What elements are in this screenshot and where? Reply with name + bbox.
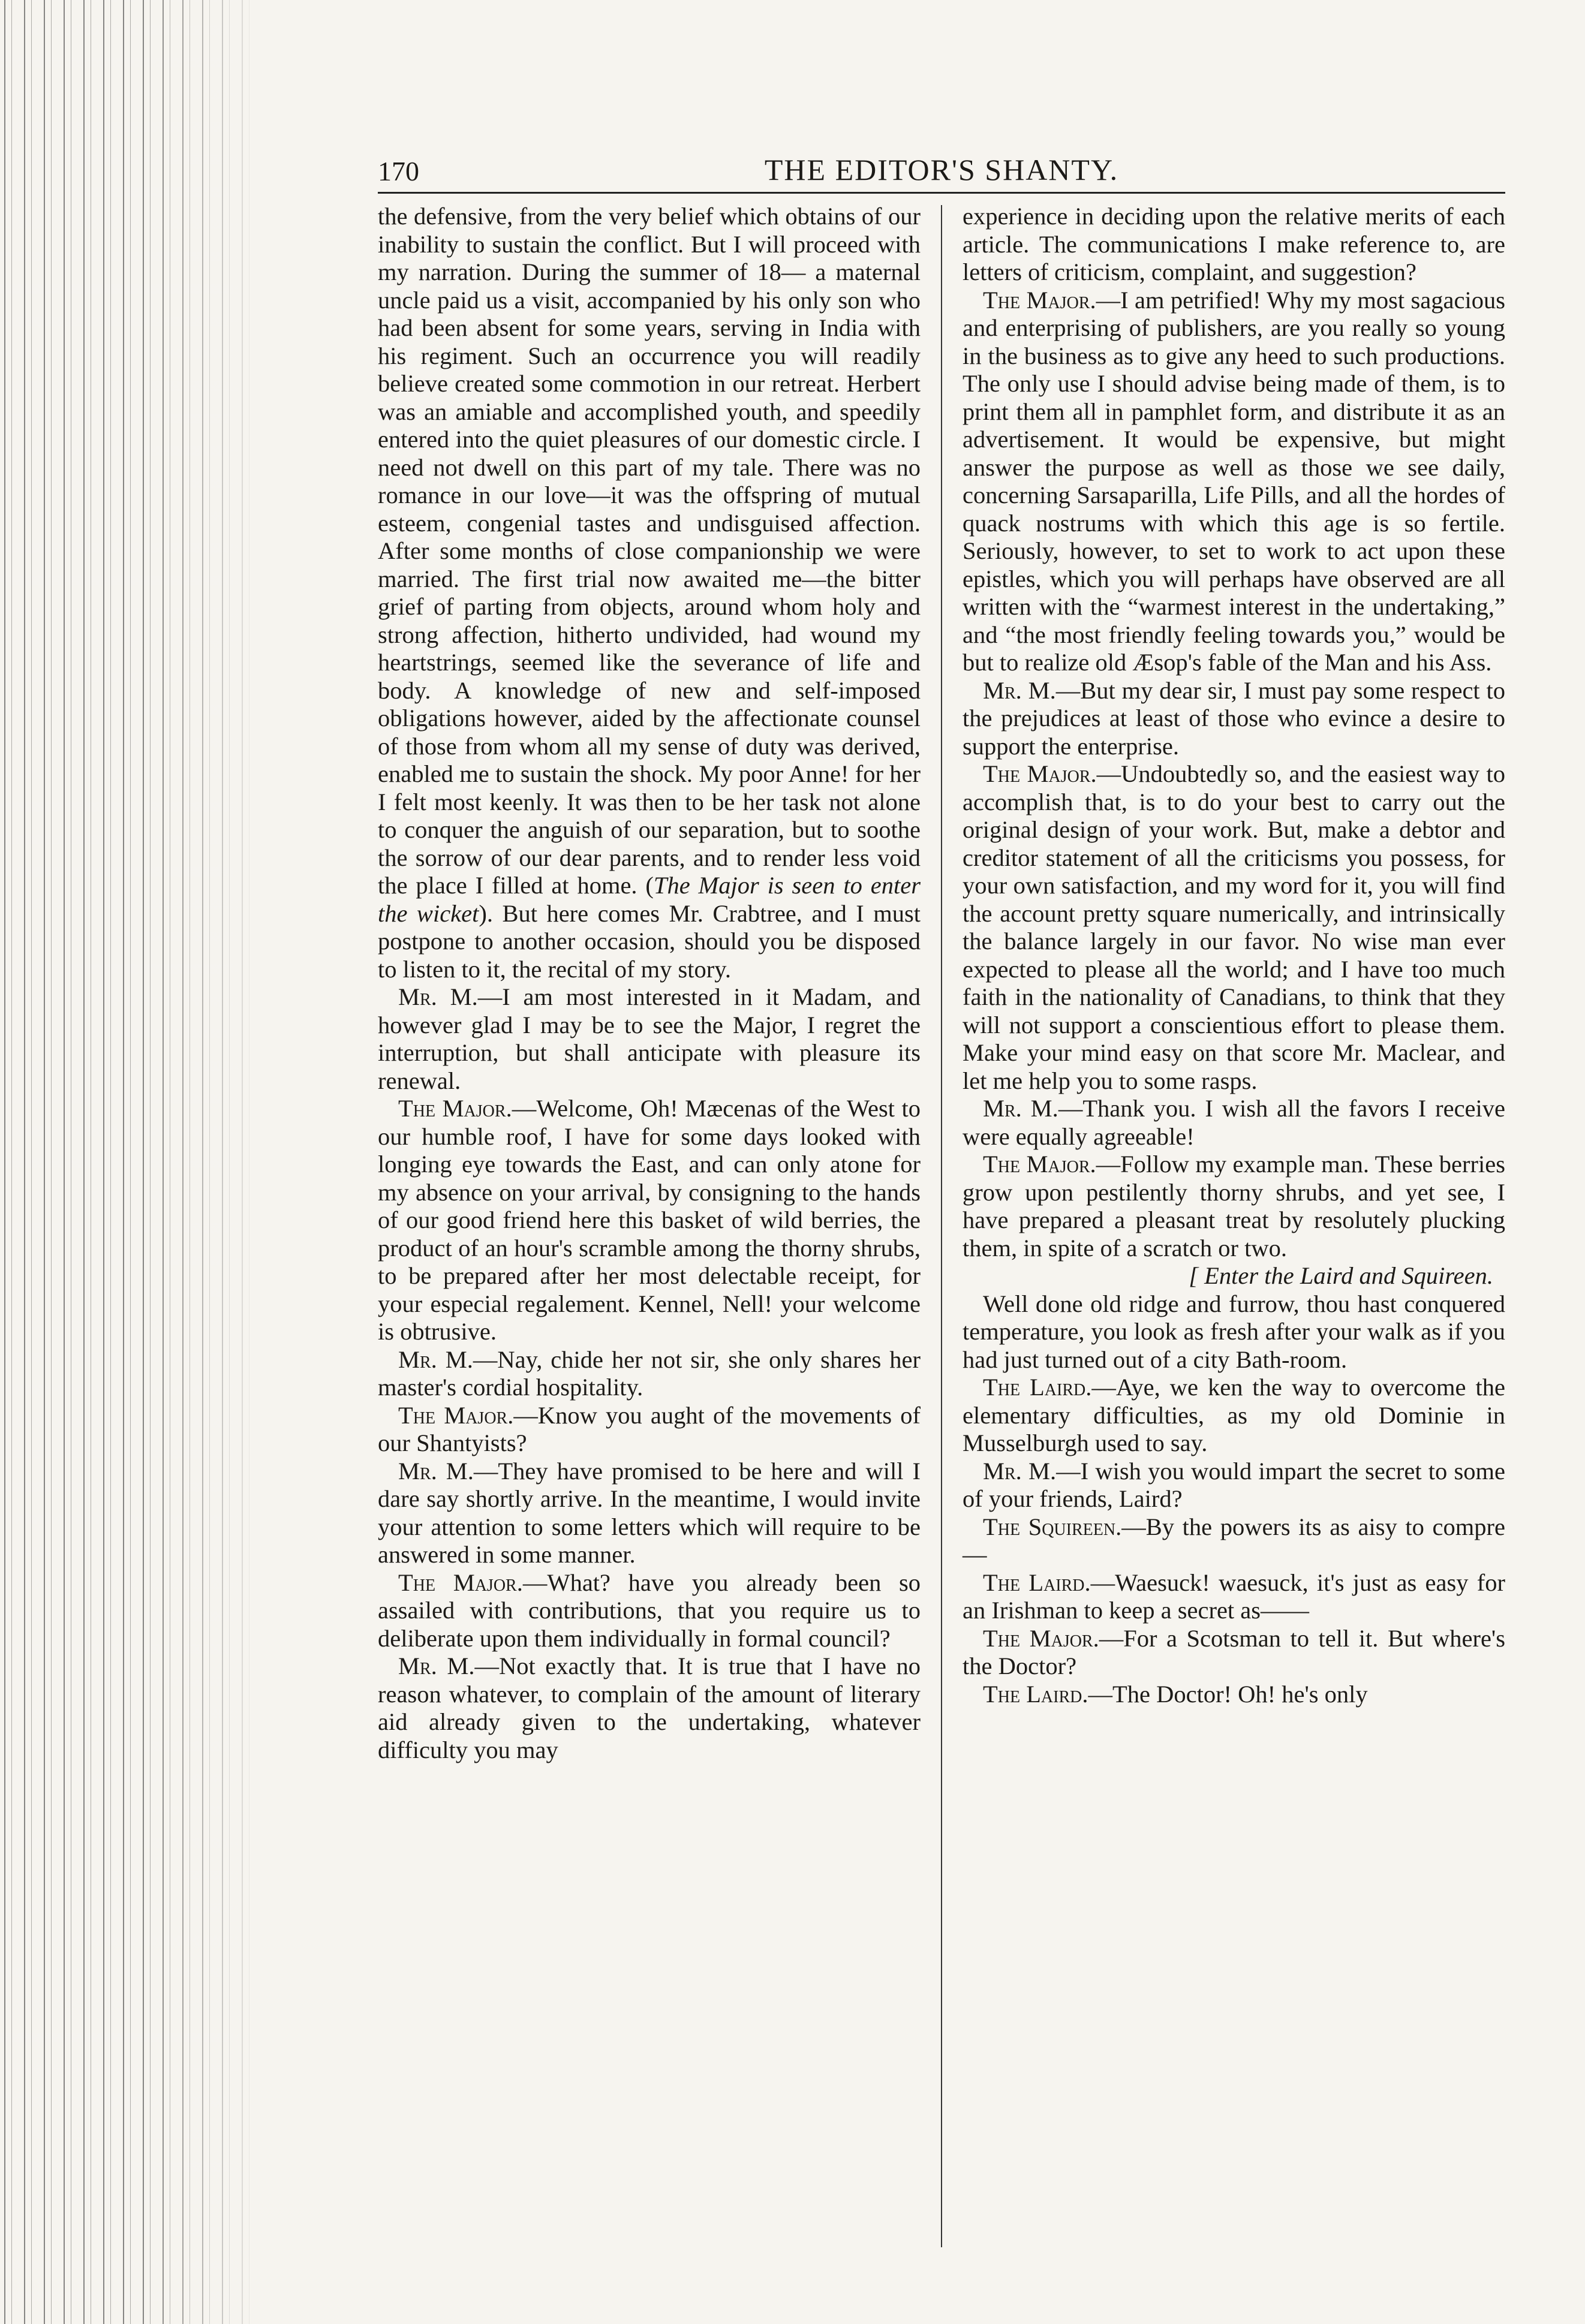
gutter-fade [150, 0, 270, 2324]
speaker-name: The Major. [983, 760, 1097, 787]
paragraph-text: experience in deciding upon the relative merits of each article. The communications I make reference to, are letters of criticism, complaint, and suggestion? [963, 203, 1505, 285]
speaker-name: The Major. [983, 1624, 1099, 1652]
paragraph-text: Nay, chide her not sir, she only shares her master's cordial hospitality. [378, 1345, 921, 1401]
speaker-name: The Laird. [983, 1680, 1088, 1708]
speaker-name: Mr. M. [398, 1457, 474, 1485]
paragraph-text: I am most interested in it Madam, and however glad I may be to see the Major, I regret the interruption, but shall anticipate with pleasure its renewal. [378, 983, 921, 1094]
document-page [378, 150, 1505, 2260]
paragraph-text: I wish you would impart the secret to some of your friends, Laird? [963, 1457, 1505, 1512]
paragraph-text: Know you aught of the movements of our Shantyists? [378, 1401, 921, 1456]
dialogue-paragraph: Mr. M.—Nay, chide her not sir, she only shares her master's cordial hospitality. [378, 1345, 921, 1401]
running-head [378, 150, 1505, 194]
dialogue-paragraph: Mr. M.—I am most interested in it Madam, and however glad I may be to see the Major, I regret the interruption, but shall anticipate with pleasure its renewal. [378, 983, 921, 1094]
paragraph-text: Welcome, Oh! Mæcenas of the West to our humble roof, I have for some days looked with longing eye towards the East, and can only atone for my absence on your arrival, by consigning to the hands of our good friend here this basket of wild berries, the product of an hour's scramble among the thorny shrubs, to be prepared after her most delectable receipt, for your especial regalement. Kennel, Nell! your welcome is obtrusive. [378, 1095, 921, 1345]
running-title: THE EDITOR'S SHANTY. [764, 153, 1119, 186]
dialogue-paragraph: The Major.—Know you aught of the movements of our Shantyists? [378, 1401, 921, 1456]
dialogue-paragraph: The Major.—Undoubtedly so, and the easiest way to accomplish that, is to do your best to carry out the original design of your work. But, make a debtor and creditor statement of all the criticisms you possess, for your own satisfaction, and my word for it, you will find the account pretty square numerically, and intrinsically the balance largely in our favor. No wise man ever expected to please all the world; and I have too much faith in the nationality of Canadians, to think that they will not support a conscientious effort to please them. Make your mind easy on that score Mr. Maclear, and let me help you to some rasps. [963, 760, 1506, 1094]
right-column [963, 203, 1505, 2253]
paragraph-text: Well done old ridge and furrow, thou hast conquered temperature, you look as fresh after your walk as if you had just turned out of a city Bath-room. [963, 1290, 1505, 1373]
paragraph-text: Not exactly that. It is true that I have no reason whatever, to complain of the amount of literary aid already given to the undertaking, whatever difficulty you may [378, 1652, 921, 1763]
dialogue-paragraph: The Major.—Welcome, Oh! Mæcenas of the West to our humble roof, I have for some days looked with longing eye towards the East, and can only atone for my absence on your arrival, by consigning to the hands of our good friend here this basket of wild berries, the product of an hour's scramble among the thorny shrubs, to be prepared after her most delectable receipt, for your especial regalement. Kennel, Nell! your welcome is obtrusive. [378, 1095, 921, 1345]
column-rule [941, 205, 942, 2247]
paragraph-text: The Doctor! Oh! he's only [1112, 1680, 1368, 1708]
paragraph-text: Follow my example man. These berries grow upon pestilently thorny shrubs, and yet see, I have prepared a pleasant treat by resolutely plucking them, in spite of a scratch or two. [963, 1151, 1505, 1262]
dialogue-paragraph: The Laird.—Aye, we ken the way to overcome the elementary difficulties, as my old Dominie in Musselburgh used to say. [963, 1374, 1505, 1456]
dialogue-paragraph: Mr. M.—But my dear sir, I must pay some respect to the prejudices at least of those who evince a desire to support the enterprise. [963, 676, 1506, 760]
dialogue-paragraph: The Major.—For a Scotsman to tell it. But where's the Doctor? [963, 1624, 1505, 1679]
text-paragraph: the defensive, from the very belief which obtains of our inability to sustain the conflict. But I will proceed with my narration. During the summer of 18— a maternal uncle paid us a visit, accompanied by his only son who had been absent for some years, serving in India with his regiment. Such an occurrence you will readily believe created some commotion in our retreat. Herbert was an amiable and accomplished youth, and speedily entered into the quiet pleasures of our domestic circle. I need not dwell on this part of my tale. There was no romance in our love—it was the offspring of mutual esteem, congenial tastes and undisguised affection. After some months of close companionship we were married. The first trial now awaited me—the bitter grief of parting from objects, around whom holy and strong affection, hitherto undivided, had wound my heartstrings, seemed like the severance of life and body. A knowledge of new and self-imposed obligations however, aided by the affectionate counsel of those from whom all my sense of duty was derived, enabled me to sustain the shock. My poor Anne! for her I felt most keenly. It was then to be her task not alone to conquer the anguish of our separation, but to soothe the sorrow of our dear parents, and to render less void the place I filled at home. (The Major is seen to enter the wicket). But here comes Mr. Crabtree, and I must postpone to another occasion, should you be disposed to listen to it, the recital of my story. [378, 203, 921, 983]
stage-direction: The Major is seen to enter the wicket [378, 872, 921, 927]
paragraph-text: Undoubtedly so, and the easiest way to accomplish that, is to do your best to carry out the original design of your work. But, make a debtor and creditor statement of all the criticisms you possess, for your own satisfaction, and my word for it, you will find the account pretty square numerically, and intrinsically the balance largely in our favor. No wise man ever expected to please all the world; and I have too much faith in the nationality of Canadians, to think that they will not support a conscientious effort to please them. Make your mind easy on that score Mr. Maclear, and let me help you to some rasps. [963, 760, 1506, 1094]
dialogue-paragraph: Mr. M.—Not exactly that. It is true that I have no reason whatever, to complain of the amount of literary aid already given to the undertaking, whatever difficulty you may [378, 1652, 921, 1763]
dialogue-paragraph: The Squireen.—By the powers its as aisy to compre— [963, 1513, 1505, 1568]
text-paragraph [963, 1290, 1505, 1374]
stage-direction: [ Enter the Laird and Squireen. [1189, 1262, 1493, 1289]
dialogue-paragraph: Mr. M.—I wish you would impart the secret to some of your friends, Laird? [963, 1457, 1505, 1512]
speaker-name: The Major. [983, 286, 1096, 314]
paragraph-text: But here comes Mr. Crabtree, and I must postpone to another occasion, should you be disposed to listen to it, the recital of my story. [378, 899, 921, 983]
speaker-name: The Squireen. [983, 1513, 1122, 1540]
dialogue-paragraph: The Major.—I am petrified! Why my most sagacious and enterprising of publishers, are you really so young in the business as to give any heed to such productions. The only use I should advise being made of them, is to print them all in pamphlet form, and distribute it as an advertisement. It would be expensive, but might answer the purpose as well as those we see daily, concerning Sarsaparilla, Life Pills, and all the hordes of quack nostrums with which this age is so fertile. Seriously, however, to set to work to act upon these epistles, which you will perhaps have observed are all written with the “warmest interest in the undertaking,” and “the most friendly feeling towards you,” would be but to realize old Æsop's fable of the Man and his Ass. [963, 286, 1505, 676]
speaker-name: The Major. [398, 1401, 514, 1429]
speaker-name: The Major. [398, 1095, 512, 1122]
speaker-name: The Major. [983, 1151, 1096, 1178]
dialogue-paragraph: Mr. M.—Thank you. I wish all the favors I receive were equally agreeable! [963, 1095, 1506, 1150]
paragraph-text: For a Scotsman to tell it. But where's the Doctor? [963, 1624, 1505, 1679]
paragraph-text: Waesuck! waesuck, it's just as easy for an Irishman to keep a secret as—— [963, 1569, 1505, 1624]
speaker-name: Mr. M. [398, 1652, 475, 1679]
text-paragraph [963, 203, 1505, 287]
left-column [378, 203, 921, 2253]
speaker-name: Mr. M. [983, 1095, 1058, 1122]
speaker-name: Mr. M. [398, 983, 478, 1010]
paragraph-text: Thank you. I wish all the favors I receive were equally agreeable! [963, 1095, 1506, 1150]
dialogue-paragraph: Mr. M.—They have promised to be here and will I dare say shortly arrive. In the meantime, I would invite your attention to some letters which will require to be answered in some manner. [378, 1457, 921, 1568]
paragraph-text: They have promised to be here and will I dare say shortly arrive. In the meantime, I would invite your attention to some letters which will require to be answered in some manner. [378, 1457, 921, 1568]
dialogue-paragraph: The Major.—What? have you already been so assailed with contributions, that you require us to deliberate upon them individually in formal council? [378, 1569, 921, 1652]
paragraph-text: But my dear sir, I must pay some respect to the prejudices at least of those who evince a desire to support the enterprise. [963, 676, 1506, 760]
page-number: 170 [378, 156, 419, 186]
dialogue-paragraph: The Laird.—The Doctor! Oh! he's only [983, 1680, 1368, 1708]
paragraph-text: I am petrified! Why my most sagacious and enterprising of publishers, are you really so young in the business as to give any heed to such productions. The only use I should advise being made of them, is to print them all in pamphlet form, and distribute it as an advertisement. It would be expensive, but might answer the purpose as well as those we see daily, concerning Sarsaparilla, Life Pills, and all the hordes of quack nostrums with which this age is so fertile. Seriously, however, to set to work to act upon these epistles, which you will perhaps have observed are all written with the “warmest interest in the undertaking,” and “the most friendly feeling towards you,” would be but to realize old Æsop's fable of the Man and his Ass. [963, 286, 1505, 676]
speaker-name: The Laird. [983, 1374, 1092, 1401]
paragraph-text: By the powers its as aisy to compre— [963, 1513, 1505, 1568]
speaker-name: Mr. M. [983, 1457, 1057, 1485]
speaker-name: Mr. M. [983, 676, 1056, 704]
speaker-name: Mr. M. [398, 1345, 473, 1373]
text-columns [378, 203, 1505, 2253]
dialogue-paragraph: The Laird.—Waesuck! waesuck, it's just as easy for an Irishman to keep a secret as—— [963, 1569, 1505, 1624]
paragraph-text: the defensive, from the very belief which obtains of our inability to sustain the conflict. But I will proceed with my narration. During the summer of 18— a maternal uncle paid us a visit, accompanied by his only son who had been absent for some years, serving in India with his regiment. Such an occurrence you will readily believe created some commotion in our retreat. Herbert was an amiable and accomplished youth, and speedily entered into the quiet pleasures of our domestic circle. I need not dwell on this part of my tale. There was no romance in our love—it was the offspring of mutual esteem, congenial tastes and undisguised affection. After some months of close companionship we were married. The first trial now awaited me—the bitter grief of parting from objects, around whom holy and strong affection, hitherto undivided, had wound my heartstrings, seemed like the severance of life and body. A knowledge of new and self-imposed obligations however, aided by the affectionate counsel of those from whom all my sense of duty was derived, enabled me to sustain the shock. My poor Anne! for her I felt most keenly. It was then to be her task not alone to conquer the anguish of our separation, but to soothe the sorrow of our dear parents, and to render less void the place I filled at home. [378, 203, 921, 899]
speaker-name: The Major. [398, 1569, 523, 1596]
speaker-name: The Laird. [983, 1569, 1091, 1596]
paragraph-text: What? have you already been so assailed with contributions, that you require us to deliberate upon them individually in formal council? [378, 1569, 921, 1652]
dialogue-paragraph: The Major.—Follow my example man. These berries grow upon pestilently thorny shrubs, and yet see, I have prepared a pleasant treat by resolutely plucking them, in spite of a scratch or two. [963, 1151, 1505, 1262]
paragraph-text: Aye, we ken the way to overcome the elementary difficulties, as my old Dominie in Musselburgh used to say. [963, 1374, 1505, 1456]
